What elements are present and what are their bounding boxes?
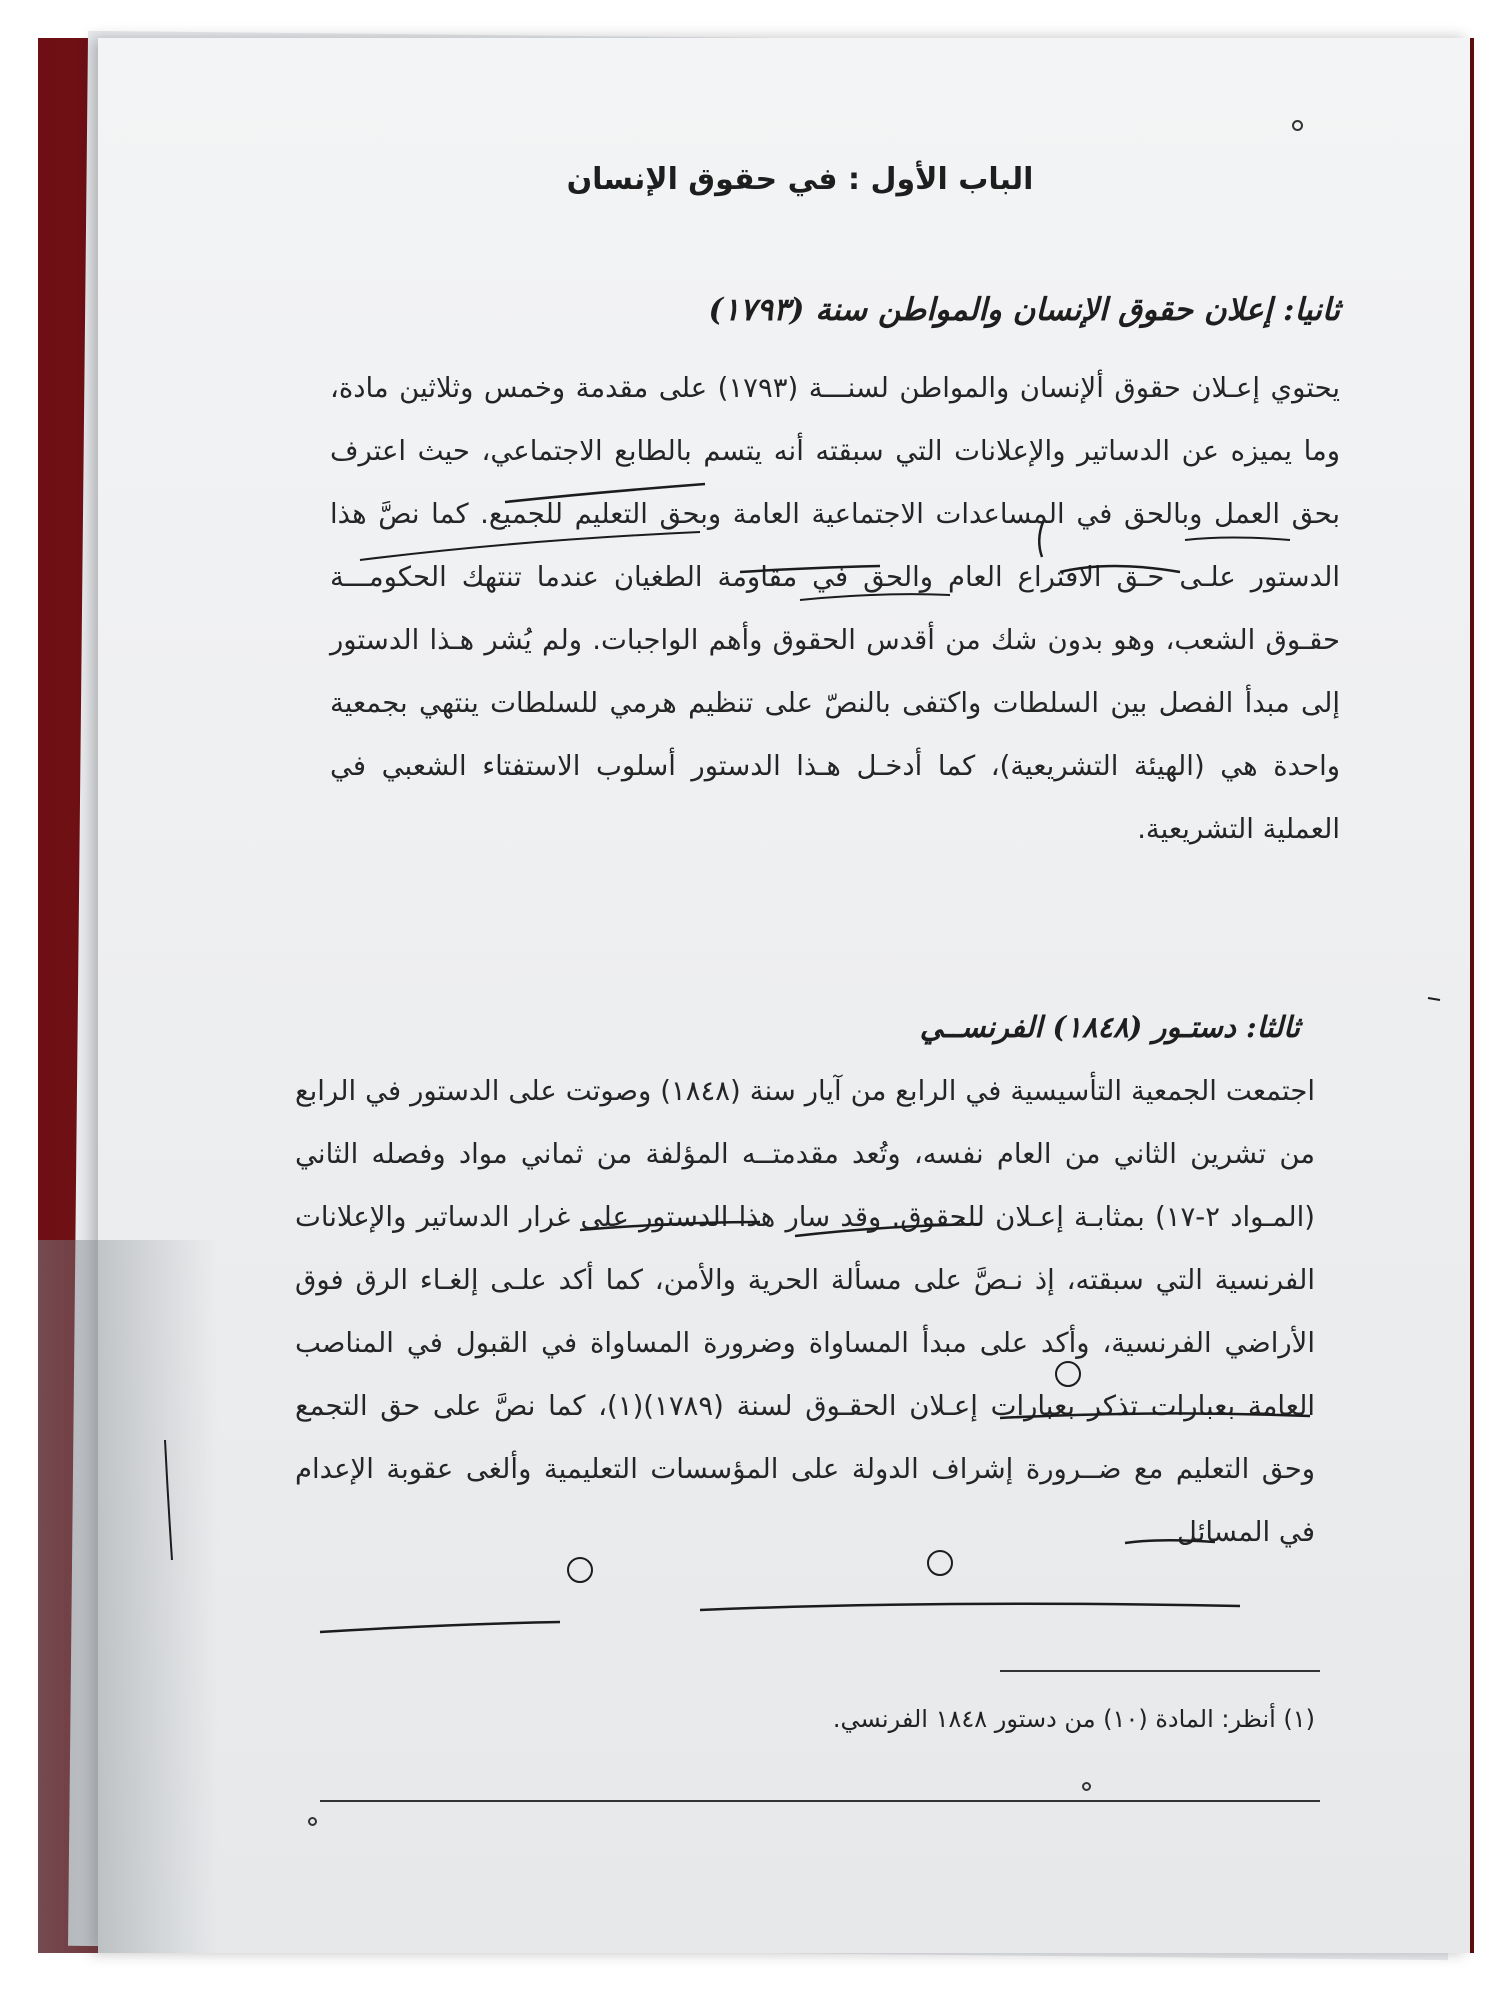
footnote: (١) أنظر: المادة (١٠) من دستور ١٨٤٨ الفرنسي. <box>832 1705 1315 1733</box>
pen-underline <box>1185 538 1290 541</box>
pen-underline <box>360 532 700 560</box>
pen-underline <box>740 566 880 572</box>
pen-underline <box>320 1622 560 1632</box>
section-2-heading: ثانيا: إعلان حقوق الإنسان والمواطن سنة (١٧٩٣) <box>708 292 1340 328</box>
section-2-paragraph: يحتوي إعـلان حقوق ألإنسان والمواطن لسنـــة (١٧٩٣) على مقدمة وخمس وثلاثين مادة، وما يميزه عن الدساتير والإعلانات التي سبقته أنه يتسم بالطابع الاجتماعي، حيث اعترف بحق العمل وبالحق في المساعدات الاجتماعية العامة وبحق التعليم للجميع. كما نصَّ هذا الدستور علـى حـق الاقتراع العام والحق في مقاومة الطغيان عندما تنتهك الحكومـــة حقـوق الشعب، وهو بدون شك من أقدس الحقوق وأهم الواجبات. ولم يُشر هـذا الدستور إلى مبدأ الفصل بين السلطات واكتفى بالنصّ على تنظيم هرمي للسلطات ينتهي بجمعية واحدة هي (الهيئة التشريعية)، كما أدخـل هـذا الدستور أسلوب الاستفتاء الشعبي في العملية التشريعية. <box>330 372 1340 845</box>
section-3-heading: ثالثا: دستـور (١٨٤٨) الفرنســي <box>919 1010 1300 1044</box>
pen-underline <box>580 1222 760 1230</box>
pen-underline <box>1000 1413 1310 1418</box>
pen-circle-annotation <box>1056 1362 1080 1386</box>
pen-underline <box>795 1224 980 1236</box>
pen-circle-annotation <box>568 1558 592 1582</box>
pen-circle-annotation <box>928 1551 952 1575</box>
pen-underline <box>800 594 950 600</box>
pen-margin-line <box>165 1440 172 1560</box>
pen-underline <box>700 1604 1240 1610</box>
pen-bracket <box>1039 522 1043 557</box>
pen-underline <box>1125 1540 1215 1543</box>
pen-margin-dash <box>1428 998 1440 1000</box>
pen-underline <box>1060 566 1180 572</box>
chapter-title: الباب الأول : في حقوق الإنسان <box>566 162 1034 197</box>
pen-underline <box>505 484 705 502</box>
section-3-paragraph: اجتمعت الجمعية التأسيسية في الرابع من آيار سنة (١٨٤٨) وصوتت على الدستور في الرابع من تشرين الثاني من العام نفسه، وتُعد مقدمتــه المؤلفة من ثماني مواد وفصله الثاني (المـواد ٢-١٧) بمثابـة إعـلان للحقوق. وقد سار هذا الدستور على غرار الدساتير والإعلانات الفرنسية التي سبقته، إذ نـصَّ على مسألة الحرية والأمن، كما أكد علـى إلغـاء الرق فوق الأراضي الفرنسية، وأكد على مبدأ المساواة وضرورة المساواة في القبول في المناصب العامة بعبارات تذكر بعبارات إعـلان الحقـوق لسنة (١٧٨٩)(١)، كما نصَّ على حق التجمع وحق التعليم مع ضــرورة إشراف الدولة على المؤسسات التعليمية وألغى عقوبة الإعدام في المسائل <box>295 1075 1316 1548</box>
